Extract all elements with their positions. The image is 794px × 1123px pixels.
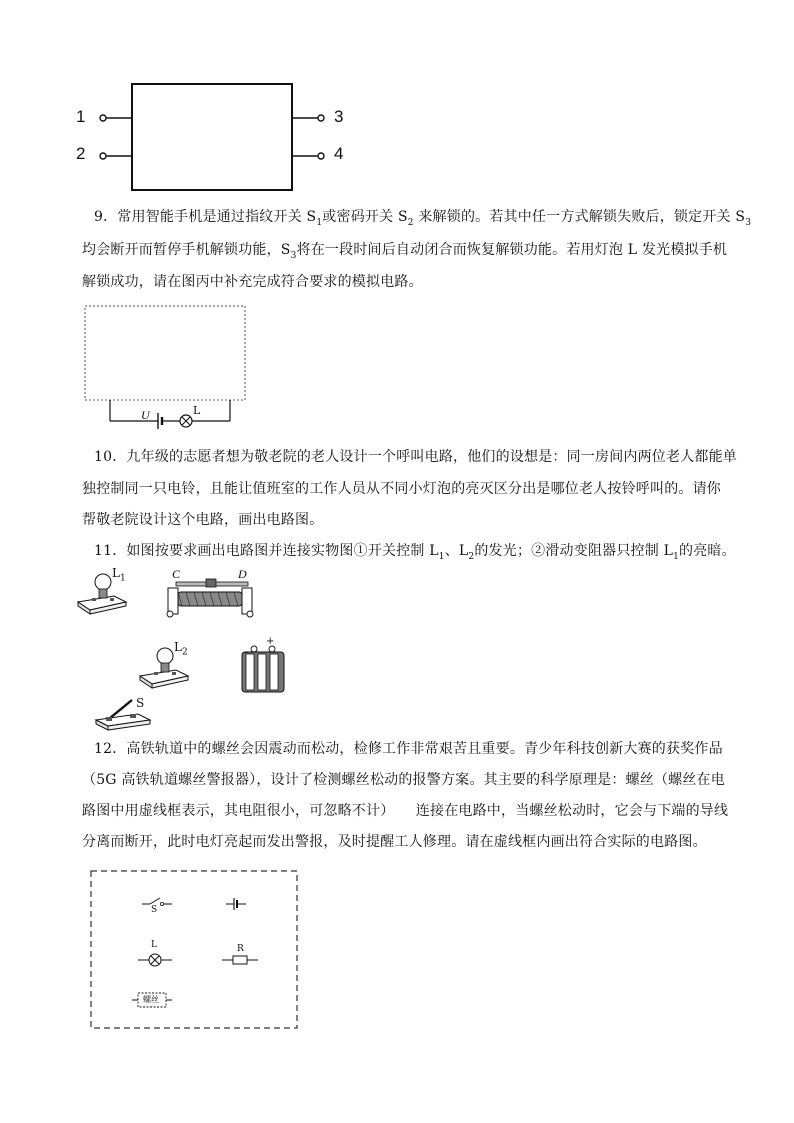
- rheostat-drawing: [166, 580, 256, 624]
- bulb-l2-globe: [157, 648, 173, 664]
- switch-drawing: [94, 696, 164, 732]
- q12-line-4: 分离而断开，此时电灯亮起而发出警报，及时提醒工人修理。请在虚线框内画出符合实际的电路图。: [82, 834, 707, 850]
- q12-dashed-box: [91, 871, 297, 1028]
- lamp-symbol-label: L: [151, 940, 157, 950]
- screw-label: 螺丝: [143, 995, 159, 1004]
- q9-sub: 3: [745, 217, 752, 228]
- terminal-4: [318, 153, 324, 159]
- q11-text: 的发光；②滑动变阻器只控制 L: [474, 543, 674, 559]
- q9-dotted-box: [85, 306, 245, 400]
- bulb-l2-label: $L_2$: [174, 640, 188, 658]
- resistor-symbol: [233, 956, 247, 964]
- resistor-symbol-label: R: [237, 944, 244, 954]
- q12-line-1: 12．高铁轨道中的螺丝会因震动而松动，检修工作非常艰苦且重要。青少年科技创新大赛的获奖作品: [94, 741, 723, 757]
- q12-line-3: 路图中用虚线框表示，其电阻很小，可忽略不计） 连接在电路中，当螺丝松动时，它会与下端的导线: [82, 803, 729, 819]
- terminal-1: [100, 115, 106, 121]
- terminal-label-3: 3: [334, 107, 344, 126]
- rheostat-coil: [178, 592, 242, 606]
- q12-symbols-figure: [90, 870, 300, 1030]
- q12-line-2: （5G 高铁轨道螺丝警报器），设计了检测螺丝松动的报警方案。其主要的科学原理是：螺丝（螺丝在电: [82, 772, 725, 788]
- q9-text: 将在一段时间后自动闭合而恢复解锁功能。若用灯泡 L 发光模拟手机: [296, 242, 728, 258]
- switch-label: S: [136, 696, 145, 710]
- battery-minus-label: -: [244, 645, 249, 659]
- q9-line-2: [82, 240, 727, 266]
- q9-text: 或密码开关 S: [322, 209, 408, 225]
- terminal-label-2: 2: [76, 144, 86, 163]
- terminal-2: [100, 153, 106, 159]
- q11-text: 的亮暗。: [679, 543, 736, 559]
- terminal-label-4: 4: [334, 144, 344, 163]
- q12-symbols-svg: [90, 870, 300, 1030]
- q9-text: 均会断开而暂停手机解锁功能，S: [82, 242, 291, 258]
- switch-symbol-label: S: [151, 905, 158, 915]
- switch-symbol: [150, 898, 160, 904]
- terminal-3: [318, 115, 324, 121]
- q9-sub: 2: [407, 217, 414, 228]
- q9-circuit-figure: [80, 304, 250, 430]
- bulb-l1-label: $L_1$: [112, 566, 126, 584]
- terminal-box-figure: [70, 80, 370, 200]
- rheostat-slider: [206, 579, 216, 587]
- q11-sub: 2: [468, 551, 475, 562]
- q11-text: 11．如图按要求画出电路图并连接实物图①开关控制 L: [94, 543, 439, 559]
- battery-plus-label: +: [266, 636, 275, 647]
- terminal-box: [132, 84, 292, 190]
- lamp-label: L: [193, 404, 201, 417]
- rheostat-label-d: D: [238, 567, 247, 581]
- q9-circuit-svg: [80, 304, 250, 430]
- terminal-box-svg: [70, 80, 370, 200]
- q11-sub: 1: [438, 551, 445, 562]
- q10-line-1: 10．九年级的志愿者想为敬老院的老人设计一个呼叫电路，他们的设想是：同一房间内两位老人都能单: [94, 449, 738, 465]
- battery-label: U: [141, 408, 150, 422]
- q9-text: 来解锁的。若其中任一方式解锁失败后，锁定开关 S: [413, 209, 746, 225]
- q11-text: 、L: [444, 543, 469, 559]
- bulb-l1-globe: [95, 574, 111, 590]
- q9-line-3: 解锁成功，请在图丙中补充完成符合要求的模拟电路。: [82, 274, 423, 290]
- q10-line-3: 帮敬老院设计这个电路，画出电路图。: [82, 512, 324, 528]
- q9-sub: 3: [290, 250, 297, 261]
- terminal-label-1: 1: [76, 107, 86, 126]
- q11-components-figure: [70, 566, 310, 732]
- q11-line-1: [94, 541, 736, 567]
- q11-sub: 1: [673, 551, 680, 562]
- q9-sub: 1: [316, 217, 323, 228]
- q9-text: 9．常用智能手机是通过指纹开关 S: [94, 209, 317, 225]
- q9-line-1: [94, 207, 751, 233]
- rheostat-label-c: C: [172, 567, 181, 581]
- q10-line-2: 独控制同一只电铃，且能让值班室的工作人员从不同小灯泡的亮灭区分出是哪位老人按铃呼叫的。请你: [82, 481, 721, 497]
